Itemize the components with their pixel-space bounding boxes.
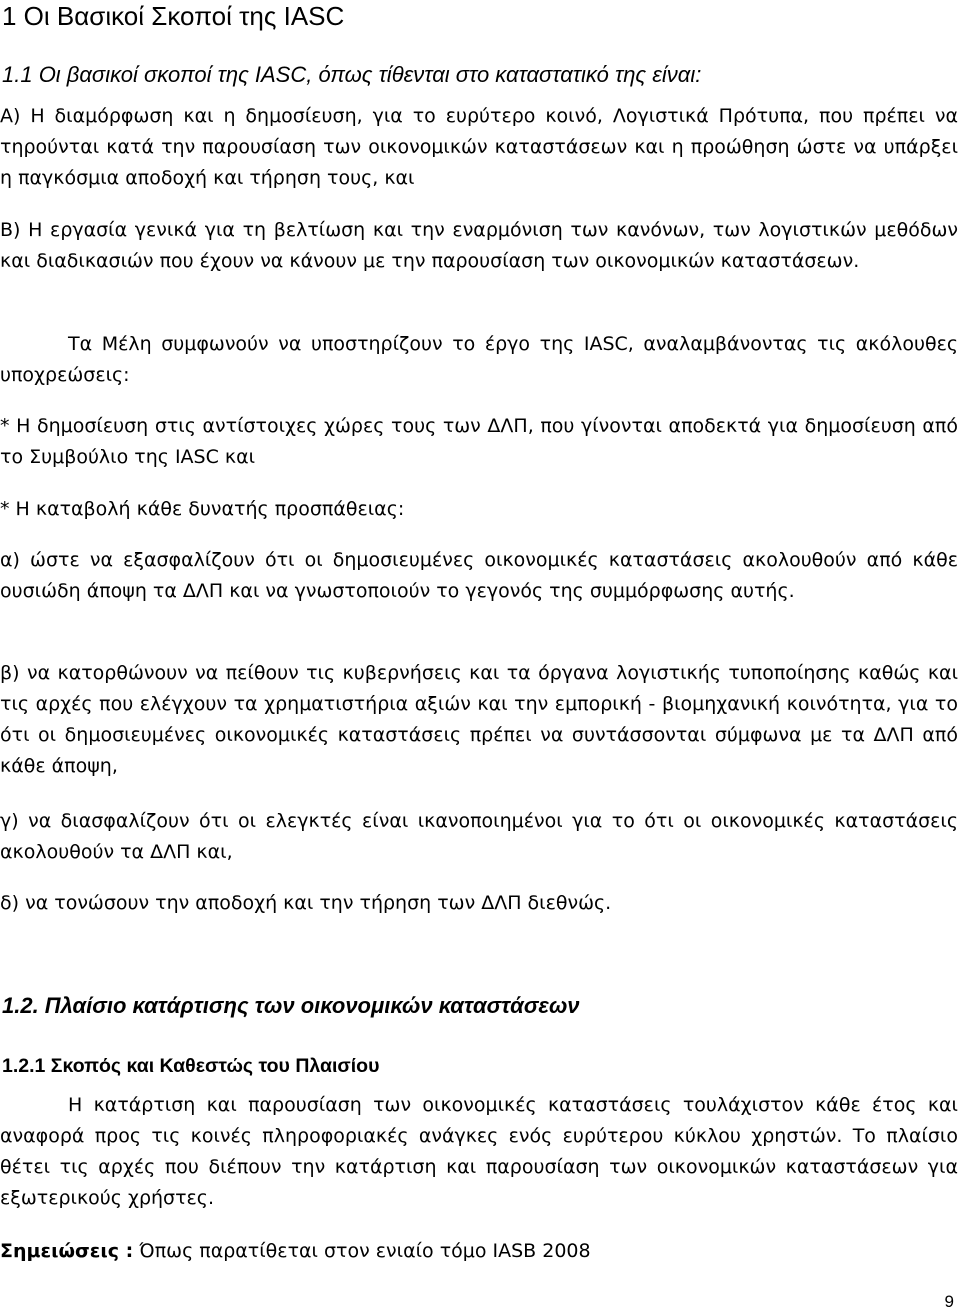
subsection-heading-1-2-1: 1.2.1 Σκοπός και Καθεστώς του Πλαισίου [2, 1055, 380, 1077]
notes-text: Όπως παρατίθεται στον ενιαίο τόμο IASB 2008 [139, 1240, 591, 1262]
list-item-b: β) να κατορθώνουν να πείθουν τις κυβερνήσεις και τα όργανα λογιστικής τυποποίησης καθώς και τις αρχές που ελέγχουν τα χρηματιστήρια αξιών και την εμπορική - βιομηχανική κοινότητα, για το ότι οι δημοσιευμένες οικονομικές καταστάσεις πρέπει να συντάσσονται σύμφωνα με τα ΔΛΠ από κάθε άποψη, [0, 662, 958, 777]
paragraph-framework: Η κατάρτιση και παρουσίαση των οικονομικές καταστάσεις τουλάχιστον κάθε έτος και αναφορά προς τις κοινές πληροφοριακές ανάγκες ενός ευρύτερου κύκλου χρηστών. Το πλαίσιο θέτει τις αρχές που διέπουν την κατάρτιση και παρουσίαση των οικονομικών καταστάσεων για εξωτερικούς χρήστες. [0, 1094, 958, 1209]
bullet-publication: * Η δημοσίευση στις αντίστοιχες χώρες τους των ΔΛΠ, που γίνονται αποδεκτά για δημοσίευση από το Συμβούλιο της IASC και [0, 415, 958, 468]
paragraph-members: Τα Μέλη συμφωνούν να υποστηρίζουν το έργο της IASC, αναλαμβάνοντας τις ακόλουθες υποχρεώσεις: [0, 333, 958, 386]
notes-label: Σημειώσεις : [0, 1240, 134, 1262]
list-item-a: α) ώστε να εξασφαλίζουν ότι οι δημοσιευμένες οικονομικές καταστάσεις ακολουθούν από κάθε ουσιώδη άποψη τα ΔΛΠ και να γνωστοποιούν το γεγονός της συμμόρφωσης αυτής. [0, 549, 958, 602]
paragraph-objective-a: Α) Η διαμόρφωση και η δημοσίευση, για το ευρύτερο κοινό, Λογιστικά Πρότυπα, που πρέπει να τηρούνται κατά την παρουσίαση των οικονομικών καταστάσεων και η προώθηση ώστε να υπάρξει η παγκόσμια αποδοχή και τήρηση τους, και [0, 105, 958, 189]
subsection-heading-1-1: 1.1 Οι βασικοί σκοποί της IASC, όπως τίθενται στο καταστατικό της είναι: [2, 62, 702, 87]
bullet-effort: * Η καταβολή κάθε δυνατής προσπάθειας: [0, 498, 405, 520]
page-number: 9 [944, 1292, 954, 1311]
list-item-d: δ) να τονώσουν την αποδοχή και την τήρηση των ΔΛΠ διεθνώς. [0, 892, 612, 914]
notes-line [0, 1236, 591, 1267]
section-heading-1: 1 Οι Βασικοί Σκοποί της IASC [2, 1, 345, 31]
paragraph-objective-b: Β) Η εργασία γενικά για τη βελτίωση και την εναρμόνιση των κανόνων, των λογιστικών μεθόδων και διαδικασιών που έχουν να κάνουν με την παρουσίαση των οικονομικών καταστάσεων. [0, 219, 958, 272]
list-item-c: γ) να διασφαλίζουν ότι οι ελεγκτές είναι ικανοποιημένοι για το ότι οι οικονομικές καταστάσεις ακολουθούν τα ΔΛΠ και, [0, 810, 958, 863]
subsection-heading-1-2: 1.2. Πλαίσιο κατάρτισης των οικονομικών καταστάσεων [2, 993, 580, 1018]
